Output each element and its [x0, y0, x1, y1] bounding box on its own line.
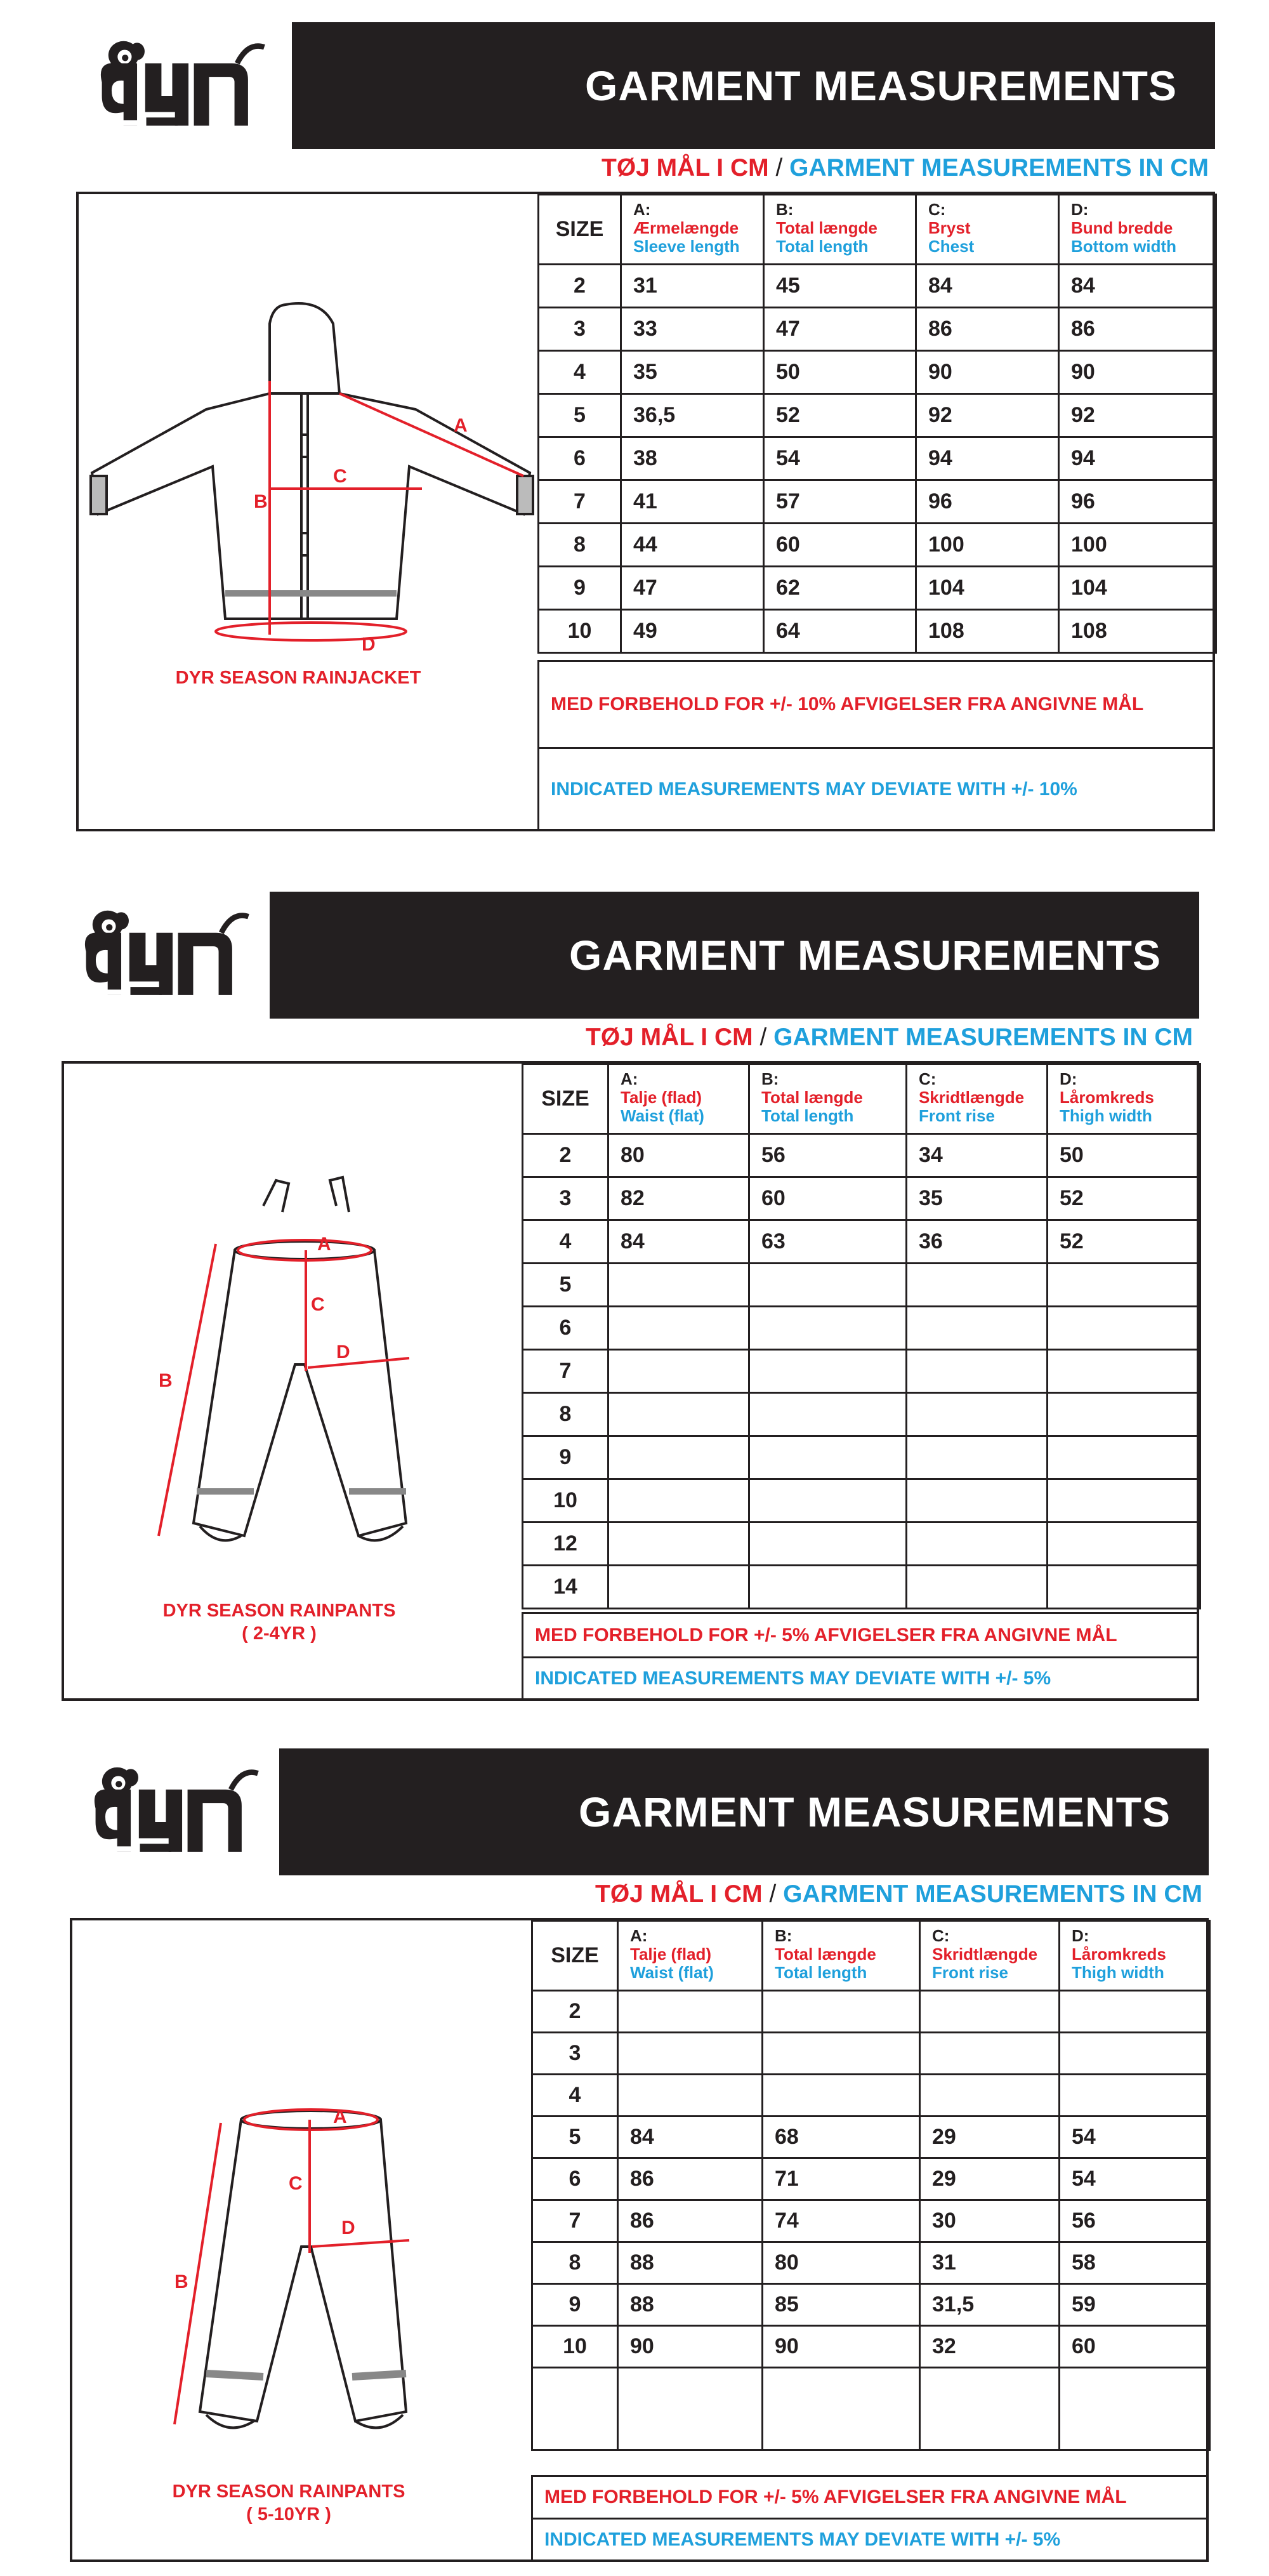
value-cell-c [907, 1436, 1048, 1479]
value-cell-a [608, 1522, 749, 1566]
table-row [523, 1436, 1200, 1479]
subtitle-separator: / [775, 154, 783, 182]
value-cell-c [907, 1522, 1048, 1566]
value-cell-b [763, 2368, 920, 2450]
value-cell-b [763, 1991, 920, 2033]
caption-line1: DYR SEASON RAINPANTS [162, 1601, 396, 1621]
value-cell-b [749, 1393, 907, 1436]
garment-caption [108, 666, 489, 689]
value-cell-a: 88 [618, 2242, 763, 2284]
table-row [539, 524, 1216, 567]
value-cell-b [763, 2075, 920, 2117]
size-cell: 2 [532, 1991, 618, 2033]
value-cell-a [608, 1393, 749, 1436]
value-cell-b: 50 [764, 351, 916, 394]
table-header-row [532, 1921, 1210, 1991]
table-row [532, 2075, 1210, 2117]
size-cell: 4 [532, 2075, 618, 2117]
value-cell-b [763, 2033, 920, 2075]
note-danish: MED FORBEHOLD FOR +/- 5% AFVIGELSER FRA ANGIVNE MÅL [522, 1612, 1199, 1658]
table-row [539, 610, 1216, 653]
subtitle [595, 1880, 1202, 1908]
size-cell: 4 [539, 351, 621, 394]
column-header-c: C: Skridtlængde Front rise [907, 1064, 1048, 1134]
subtitle-english: GARMENT MEASUREMENTS IN CM [783, 1880, 1202, 1908]
subtitle-danish: TØJ MÅL I CM [602, 154, 769, 182]
note-english: INDICATED MEASUREMENTS MAY DEVIATE WITH +/- 10% [537, 747, 1215, 831]
value-cell-a [608, 1350, 749, 1393]
value-cell-d [1048, 1522, 1200, 1566]
diagram-label-a: A [317, 1234, 331, 1255]
note-danish: MED FORBEHOLD FOR +/- 10% AFVIGELSER FRA ANGIVNE MÅL [537, 660, 1215, 749]
value-cell-d: 54 [1060, 2158, 1210, 2200]
value-cell-d [1048, 1436, 1200, 1479]
diagram-label-d: D [362, 634, 376, 654]
size-header: SIZE [523, 1064, 608, 1134]
value-cell-b [749, 1522, 907, 1566]
caption-line1: DYR SEASON RAINPANTS [172, 2481, 405, 2502]
size-cell: 3 [539, 308, 621, 351]
value-cell-b: 90 [763, 2326, 920, 2368]
size-cell: 8 [523, 1393, 608, 1436]
value-cell-b: 68 [763, 2117, 920, 2158]
value-cell-d: 52 [1048, 1220, 1200, 1264]
value-cell-a: 84 [608, 1220, 749, 1264]
value-cell-a: 82 [608, 1177, 749, 1220]
table-row [523, 1479, 1200, 1522]
value-cell-d: 60 [1060, 2326, 1210, 2368]
value-cell-b: 60 [764, 524, 916, 567]
value-cell-c: 30 [920, 2200, 1060, 2242]
value-cell-c: 86 [916, 308, 1059, 351]
value-cell-b: 54 [764, 437, 916, 480]
value-cell-c: 90 [916, 351, 1059, 394]
value-cell-b: 62 [764, 567, 916, 610]
value-cell-b: 64 [764, 610, 916, 653]
size-cell: 5 [539, 394, 621, 437]
value-cell-b: 71 [763, 2158, 920, 2200]
value-cell-c: 29 [920, 2117, 1060, 2158]
diagram-label-a: A [454, 415, 468, 436]
table-row [523, 1522, 1200, 1566]
value-cell-d: 100 [1059, 524, 1216, 567]
value-cell-d: 90 [1059, 351, 1216, 394]
column-header-d: D: Bund bredde Bottom width [1059, 195, 1216, 265]
value-cell-b [749, 1436, 907, 1479]
note-english: INDICATED MEASUREMENTS MAY DEVIATE WITH +/- 5% [522, 1656, 1199, 1701]
value-cell-a: 31 [621, 265, 764, 308]
column-header-b: B: Total længde Total length [749, 1064, 907, 1134]
size-cell: 3 [523, 1177, 608, 1220]
value-cell-d: 94 [1059, 437, 1216, 480]
caption-line2: ( 5-10YR ) [246, 2504, 331, 2525]
value-cell-d: 58 [1060, 2242, 1210, 2284]
table-row [539, 480, 1216, 524]
banner [292, 22, 1215, 149]
value-cell-b: 63 [749, 1220, 907, 1264]
value-cell-d [1048, 1350, 1200, 1393]
column-header-d: D: Låromkreds Thigh width [1048, 1064, 1200, 1134]
table-row [532, 2368, 1210, 2450]
subtitle-english: GARMENT MEASUREMENTS IN CM [789, 154, 1209, 182]
value-cell-d [1060, 1991, 1210, 2033]
value-cell-a [608, 1307, 749, 1350]
table-row [523, 1134, 1200, 1177]
value-cell-d: 52 [1048, 1177, 1200, 1220]
size-header: SIZE [532, 1921, 618, 1991]
rainpants-diagram [140, 1168, 457, 1574]
value-cell-d: 96 [1059, 480, 1216, 524]
value-cell-c [907, 1264, 1048, 1307]
subtitle-danish: TØJ MÅL I CM [595, 1880, 763, 1908]
table-row [532, 2117, 1210, 2158]
dyr-logo-icon [79, 1748, 263, 1866]
column-header-a: A: Ærmelængde Sleeve length [621, 195, 764, 265]
size-cell: 5 [532, 2117, 618, 2158]
value-cell-c: 34 [907, 1134, 1048, 1177]
value-cell-d: 104 [1059, 567, 1216, 610]
size-cell: 10 [539, 610, 621, 653]
value-cell-a: 35 [621, 351, 764, 394]
size-cell: 6 [532, 2158, 618, 2200]
table-row [532, 2242, 1210, 2284]
size-cell [532, 2368, 618, 2450]
value-cell-d: 59 [1060, 2284, 1210, 2326]
column-header-d: D: Låromkreds Thigh width [1060, 1921, 1210, 1991]
table-row [523, 1393, 1200, 1436]
section-rainjacket [0, 0, 1269, 838]
value-cell-d [1048, 1566, 1200, 1609]
value-cell-c: 100 [916, 524, 1059, 567]
value-cell-c: 84 [916, 265, 1059, 308]
subtitle-separator: / [769, 1880, 777, 1908]
value-cell-c: 104 [916, 567, 1059, 610]
value-cell-a [618, 2075, 763, 2117]
value-cell-c: 31,5 [920, 2284, 1060, 2326]
table-row [532, 2200, 1210, 2242]
size-cell: 7 [523, 1350, 608, 1393]
value-cell-d: 50 [1048, 1134, 1200, 1177]
section-rainpants-5-10yr [0, 1726, 1269, 2570]
size-cell: 2 [539, 265, 621, 308]
dyr-logo-icon [86, 22, 270, 140]
value-cell-a: 44 [621, 524, 764, 567]
value-cell-d [1048, 1393, 1200, 1436]
caption-line1: DYR SEASON RAINJACKET [175, 668, 421, 688]
value-cell-c: 92 [916, 394, 1059, 437]
size-cell: 6 [539, 437, 621, 480]
measurement-table [537, 194, 1217, 654]
value-cell-d [1048, 1307, 1200, 1350]
diagram-label-d: D [341, 2217, 355, 2238]
diagram-label-a: A [333, 2106, 347, 2127]
column-header-a: A: Talje (flad) Waist (flat) [608, 1064, 749, 1134]
value-cell-b [749, 1566, 907, 1609]
size-cell: 9 [532, 2284, 618, 2326]
size-cell: 8 [539, 524, 621, 567]
value-cell-a: 38 [621, 437, 764, 480]
note-english: INDICATED MEASUREMENTS MAY DEVIATE WITH +/- 5% [531, 2518, 1209, 2562]
column-header-c: C: Skridtlængde Front rise [920, 1921, 1060, 1991]
table-row [539, 308, 1216, 351]
value-cell-b: 80 [763, 2242, 920, 2284]
value-cell-c: 31 [920, 2242, 1060, 2284]
value-cell-d [1060, 2368, 1210, 2450]
value-cell-b [749, 1264, 907, 1307]
table-row [532, 1991, 1210, 2033]
size-cell: 9 [523, 1436, 608, 1479]
size-cell: 4 [523, 1220, 608, 1264]
size-cell: 6 [523, 1307, 608, 1350]
diagram-label-b: B [254, 491, 268, 512]
value-cell-c: 96 [916, 480, 1059, 524]
size-cell: 12 [523, 1522, 608, 1566]
value-cell-b: 57 [764, 480, 916, 524]
column-header-c: C: Bryst Chest [916, 195, 1059, 265]
table-row [539, 265, 1216, 308]
measurement-table [531, 1920, 1211, 2451]
value-cell-d: 84 [1059, 265, 1216, 308]
size-cell: 14 [523, 1566, 608, 1609]
value-cell-b: 47 [764, 308, 916, 351]
value-cell-c: 94 [916, 437, 1059, 480]
value-cell-a [618, 2033, 763, 2075]
banner-title: GARMENT MEASUREMENTS [569, 932, 1161, 979]
value-cell-c [920, 2368, 1060, 2450]
value-cell-b: 74 [763, 2200, 920, 2242]
value-cell-c: 36 [907, 1220, 1048, 1264]
table-row [539, 437, 1216, 480]
subtitle-danish: TØJ MÅL I CM [586, 1024, 753, 1051]
size-cell: 10 [532, 2326, 618, 2368]
value-cell-a: 36,5 [621, 394, 764, 437]
table-row [539, 394, 1216, 437]
measurement-table [522, 1063, 1201, 1609]
table-row [539, 567, 1216, 610]
value-cell-a: 49 [621, 610, 764, 653]
table-row [532, 2326, 1210, 2368]
value-cell-b: 56 [749, 1134, 907, 1177]
value-cell-a [608, 1566, 749, 1609]
value-cell-a: 88 [618, 2284, 763, 2326]
value-cell-a: 90 [618, 2326, 763, 2368]
value-cell-c: 29 [920, 2158, 1060, 2200]
caption-line2: ( 2-4YR ) [242, 1623, 317, 1644]
garment-caption [89, 1599, 470, 1645]
size-header: SIZE [539, 195, 621, 265]
size-cell: 5 [523, 1264, 608, 1307]
value-cell-b [749, 1307, 907, 1350]
value-cell-d: 56 [1060, 2200, 1210, 2242]
size-cell: 9 [539, 567, 621, 610]
value-cell-c [907, 1566, 1048, 1609]
table-row [539, 351, 1216, 394]
value-cell-a [608, 1479, 749, 1522]
table-header-row [539, 195, 1216, 265]
table-row [532, 2284, 1210, 2326]
table-row [532, 2033, 1210, 2075]
value-cell-b: 52 [764, 394, 916, 437]
size-cell: 8 [532, 2242, 618, 2284]
subtitle [586, 1024, 1193, 1052]
diagram-label-b: B [174, 2271, 188, 2292]
note-danish: MED FORBEHOLD FOR +/- 5% AFVIGELSER FRA ANGIVNE MÅL [531, 2475, 1209, 2520]
dyr-logo-icon [70, 892, 254, 1009]
value-cell-a [618, 1991, 763, 2033]
table-row [523, 1566, 1200, 1609]
banner-title: GARMENT MEASUREMENTS [584, 62, 1177, 109]
size-cell: 7 [539, 480, 621, 524]
subtitle-separator: / [759, 1024, 767, 1051]
garment-caption [98, 2480, 479, 2526]
value-cell-b [749, 1479, 907, 1522]
diagram-label-d: D [336, 1342, 350, 1363]
value-cell-b: 45 [764, 265, 916, 308]
table-header-row [523, 1064, 1200, 1134]
subtitle [602, 154, 1209, 182]
value-cell-a [618, 2368, 763, 2450]
value-cell-d [1048, 1264, 1200, 1307]
value-cell-a: 41 [621, 480, 764, 524]
table-row [523, 1307, 1200, 1350]
value-cell-c [920, 2033, 1060, 2075]
size-cell: 2 [523, 1134, 608, 1177]
value-cell-a: 86 [618, 2158, 763, 2200]
banner [270, 892, 1199, 1019]
value-cell-a: 86 [618, 2200, 763, 2242]
size-cell: 7 [532, 2200, 618, 2242]
value-cell-a: 84 [618, 2117, 763, 2158]
value-cell-d: 92 [1059, 394, 1216, 437]
column-header-a: A: Talje (flad) Waist (flat) [618, 1921, 763, 1991]
value-cell-b [749, 1350, 907, 1393]
value-cell-c: 108 [916, 610, 1059, 653]
diagram-label-c: C [289, 2173, 303, 2194]
diagram-label-b: B [159, 1370, 173, 1391]
value-cell-c [920, 2075, 1060, 2117]
size-cell: 3 [532, 2033, 618, 2075]
value-cell-c: 32 [920, 2326, 1060, 2368]
table-row [523, 1350, 1200, 1393]
value-cell-c [907, 1307, 1048, 1350]
value-cell-b: 85 [763, 2284, 920, 2326]
subtitle-english: GARMENT MEASUREMENTS IN CM [773, 1024, 1193, 1051]
diagram-label-c: C [333, 466, 347, 487]
value-cell-c [907, 1479, 1048, 1522]
banner [279, 1748, 1209, 1875]
banner-title: GARMENT MEASUREMENTS [578, 1788, 1171, 1835]
value-cell-a [608, 1436, 749, 1479]
value-cell-a: 33 [621, 308, 764, 351]
table-row [523, 1220, 1200, 1264]
rainjacket-diagram [79, 298, 542, 654]
value-cell-d: 108 [1059, 610, 1216, 653]
size-cell: 10 [523, 1479, 608, 1522]
rainpants-diagram [146, 2094, 463, 2450]
table-row [523, 1177, 1200, 1220]
value-cell-a [608, 1264, 749, 1307]
value-cell-a: 47 [621, 567, 764, 610]
table-row [532, 2158, 1210, 2200]
value-cell-c [920, 1991, 1060, 2033]
value-cell-d [1060, 2075, 1210, 2117]
diagram-label-c: C [311, 1294, 325, 1315]
value-cell-d [1048, 1479, 1200, 1522]
column-header-b: B: Total længde Total length [764, 195, 916, 265]
value-cell-a: 80 [608, 1134, 749, 1177]
value-cell-c [907, 1350, 1048, 1393]
value-cell-c: 35 [907, 1177, 1048, 1220]
value-cell-d [1060, 2033, 1210, 2075]
table-row [523, 1264, 1200, 1307]
value-cell-d: 86 [1059, 308, 1216, 351]
section-rainpants-2-4yr [0, 869, 1269, 1707]
value-cell-c [907, 1393, 1048, 1436]
value-cell-b: 60 [749, 1177, 907, 1220]
column-header-b: B: Total længde Total length [763, 1921, 920, 1991]
value-cell-d: 54 [1060, 2117, 1210, 2158]
